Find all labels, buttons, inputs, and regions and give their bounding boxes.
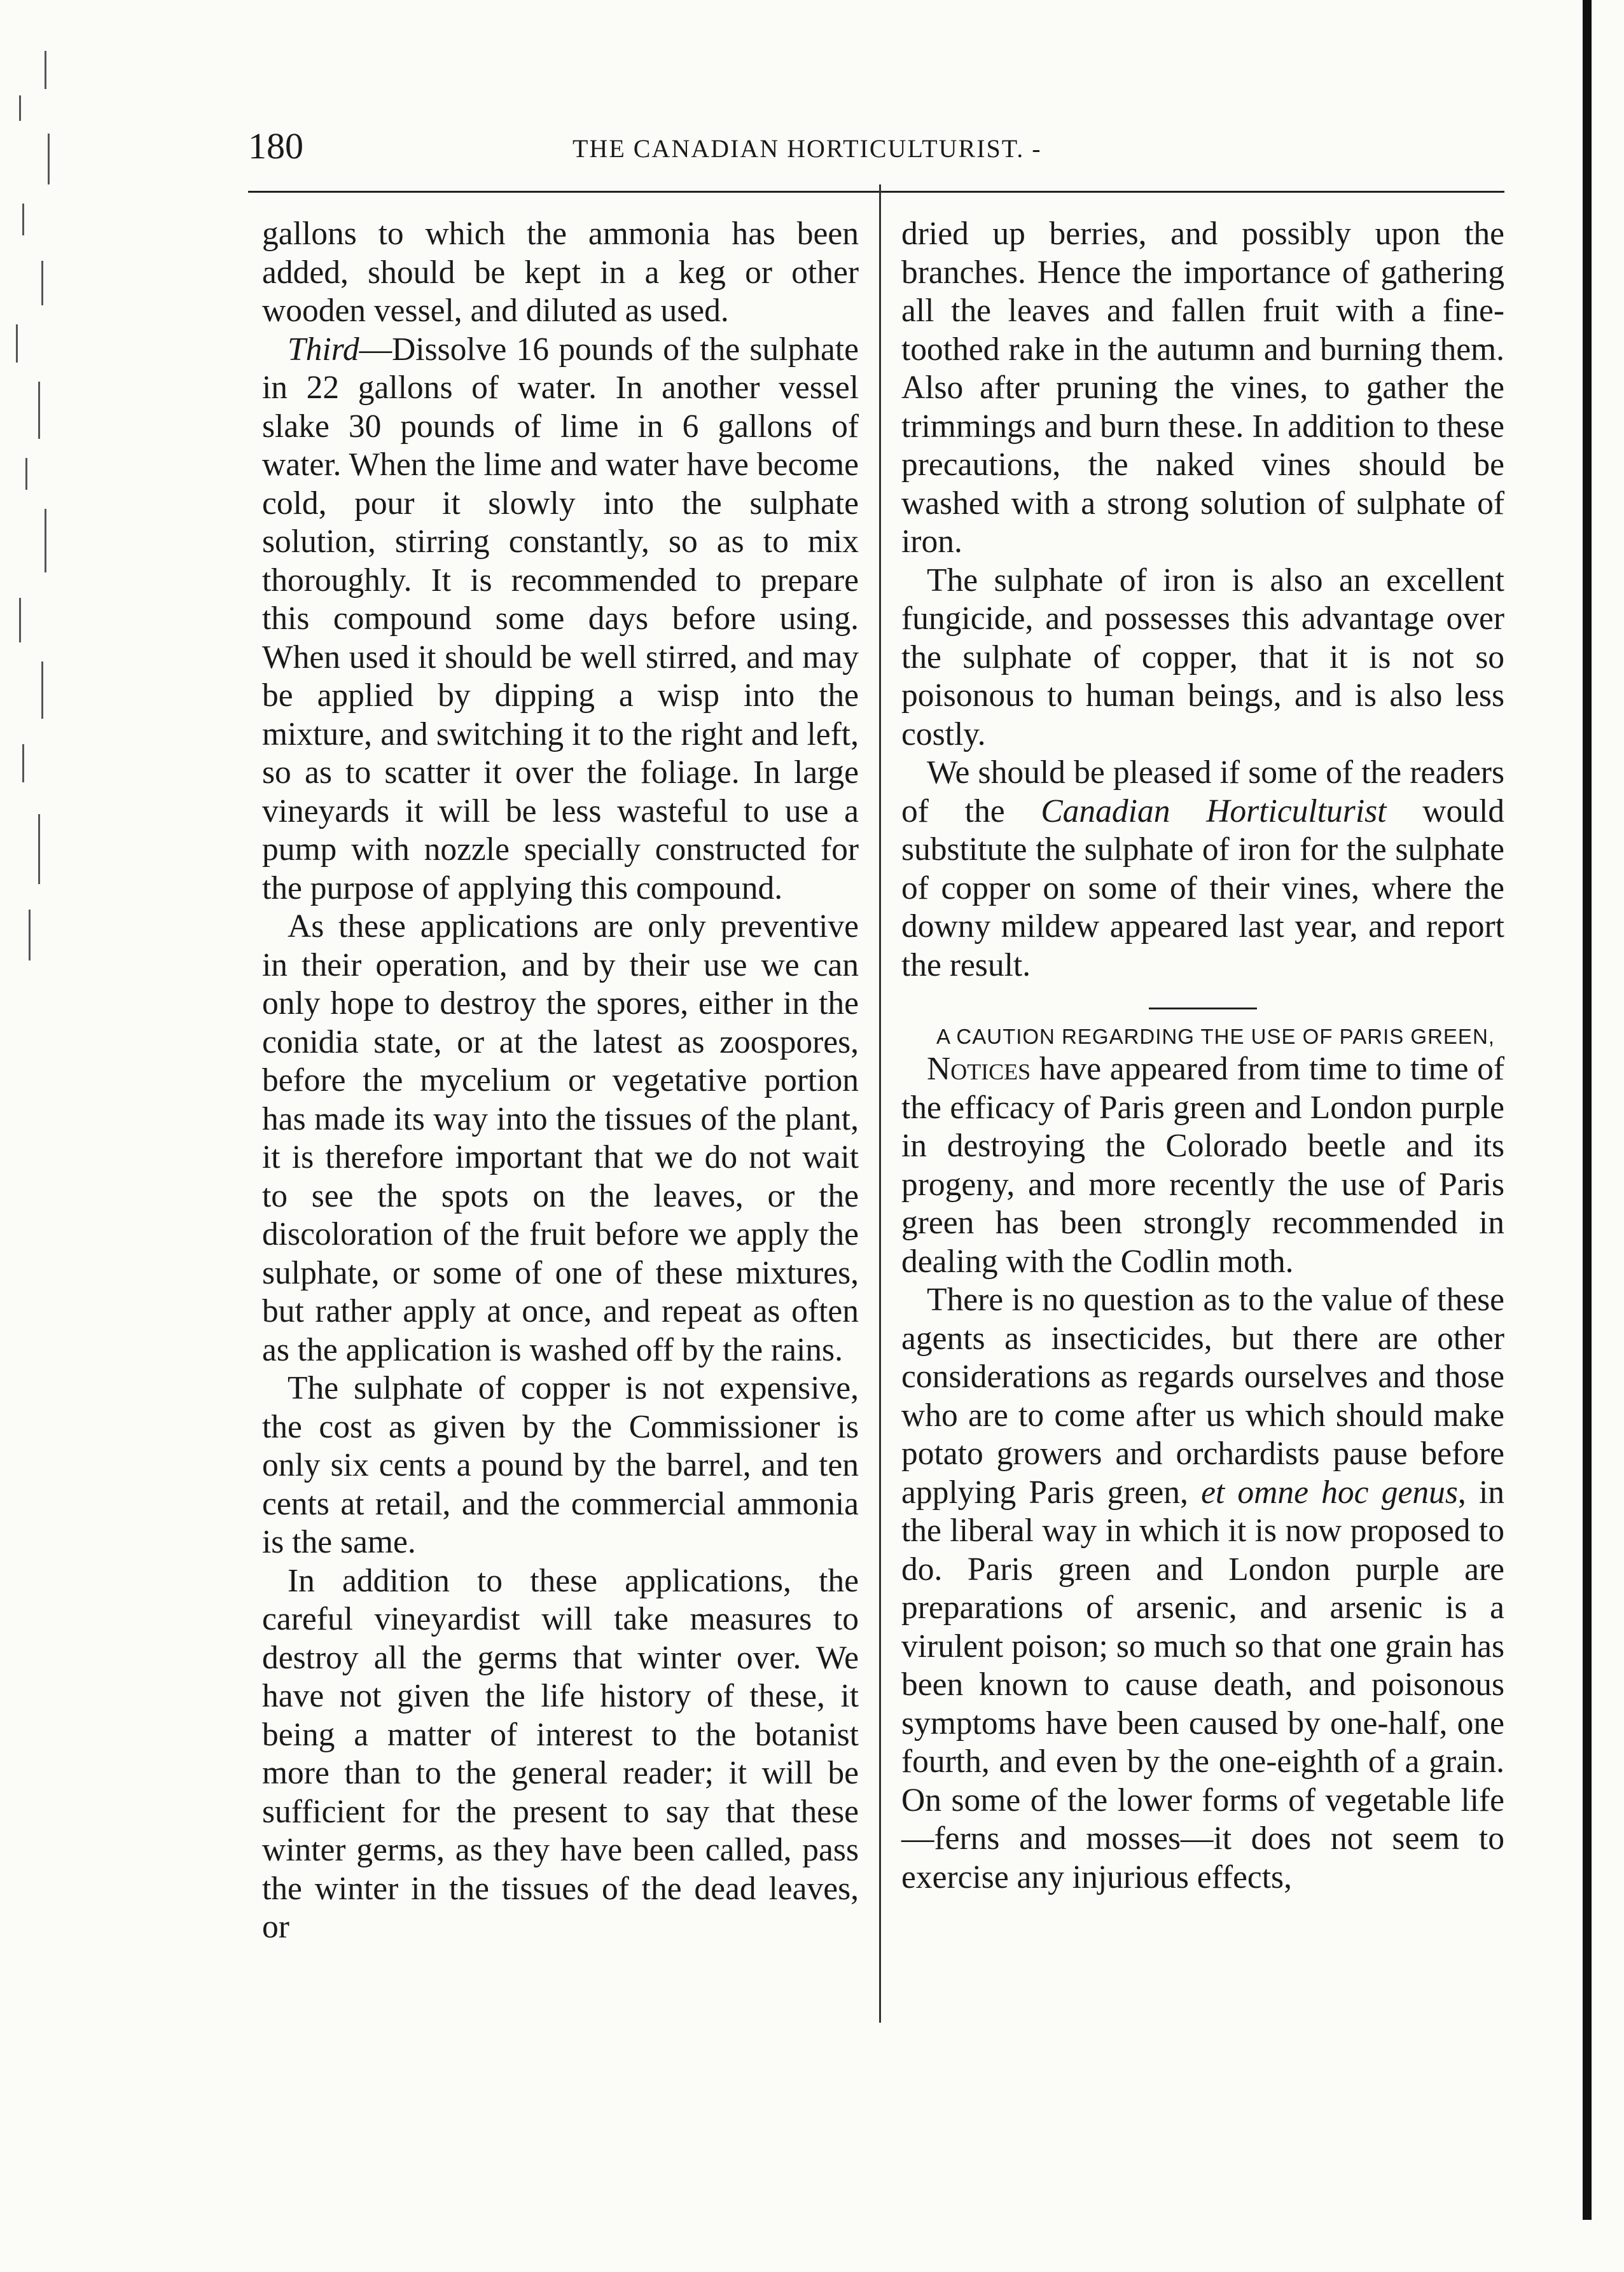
right-column bbox=[901, 215, 1504, 1897]
left-column bbox=[262, 215, 859, 1947]
section-heading: A CAUTION REGARDING THE USE OF PARIS GREEN, bbox=[936, 1025, 1495, 1048]
paragraph-text: have appeared from time to time of the efficacy of Paris green and London purple in destroying the Colorado beetle and its progeny, and more recently the use of Paris green has been strongly recommended in dealing with the Codlin moth. bbox=[901, 1051, 1504, 1280]
paragraph bbox=[901, 1281, 1504, 1897]
page-edge-shadow bbox=[1583, 0, 1592, 2220]
binding-margin-marks bbox=[6, 51, 57, 1005]
section-separator bbox=[1149, 1008, 1257, 1009]
paragraph-third bbox=[262, 331, 859, 908]
smallcaps-lead: Notices bbox=[927, 1051, 1031, 1087]
paragraph bbox=[901, 754, 1504, 985]
paragraph: dried up berries, and possibly upon the branches. Hence the importance of gathering all the leaves and fallen fruit with a fine-toothed rake in the autumn and burning them. Also after pruning the vines, to gather the trimmings and burn these. In addition to these precautions, the naked vines should be washed with a strong solution of sulphate of iron. bbox=[901, 216, 1504, 560]
paragraph: As these applications are only preventive in their operation, and by their use we can only hope to destroy the spores, either in the conidia state, or at the latest as zoospores, before the mycelium or vegetative portion has made its way into the tissues of the plant, it is therefore important that we do not wait to see the spots on the leaves, or the discoloration of the fruit before we apply the sulphate, or some of one of these mixtures, but rather apply at once, and repeat as often as the application is washed off by the rains. bbox=[262, 908, 859, 1368]
paragraph: The sulphate of copper is not expensive, the cost as given by the Commissioner is only six cents a pound by the barrel, and ten cents at retail, and the commercial ammonia is the same. bbox=[262, 1370, 859, 1560]
paragraph-text: , in the liberal way in which it is now proposed to do. Paris green and London purple are preparations of arsenic, and arsenic is a virulent poison; so much so that one grain has been known to cause death, and poisonous symptoms have been caused by one-half, one fourth, and even by the one-eighth of a grain. On some of the lower forms of vegetable life—ferns and mosses—it does not seem to exercise any injurious effects, bbox=[901, 1474, 1505, 1895]
paragraph bbox=[901, 1050, 1504, 1281]
page-header bbox=[248, 125, 1495, 169]
paragraph: In addition to these applications, the careful vineyardist will take measures to destroy all the germs that winter over. We have not given the life history of these, it being a matter of interest to the botanist more than to the general reader; it will be sufficient for the present to say that these winter germs, as they have been called, pass the winter in the tissues of the dead leaves, or bbox=[262, 1562, 859, 1945]
page-number: 180 bbox=[248, 125, 303, 167]
italic-latin: et omne hoc genus bbox=[1201, 1474, 1458, 1511]
paragraph: gallons to which the ammonia has been added, should be kept in a keg or other wooden vessel, and diluted as used. bbox=[262, 216, 859, 329]
paragraph-text: —Dissolve 16 pounds of the sulphate in 22 gallons of water. In another vessel slake 30 pounds of lime in 6 gallons of water. When the lime and water have become cold, pour it slowly into the sulphate solution, stirring constantly, so as to mix thoroughly. It is recommended to prepare this compound some days before using. When used it should be well stirred, and may be applied by dipping a wisp into the mixture, and switching it to the right and left, so as to scatter it over the foliage. In large vineyards it will be less wasteful to use a pump with nozzle specially constructed for the purpose of applying this compound. bbox=[262, 331, 859, 906]
italic-title: Canadian Horticulturist bbox=[1041, 793, 1387, 829]
paragraph-text: There is no question as to the value of these agents as insecticides, but there are other considerations as regards ourselves and those who are to come after us which should make potato growers and orchardists pause before applying Paris green, bbox=[901, 1282, 1504, 1511]
header-rule bbox=[248, 191, 1504, 193]
paragraph: The sulphate of iron is also an excellent fungicide, and possesses this advantage over the sulphate of copper, that it is not so poisonous to human beings, and is also less costly. bbox=[901, 562, 1504, 752]
running-title: THE CANADIAN HORTICULTURIST. - bbox=[573, 134, 1042, 163]
paragraph-text: We should be pleased if some of the readers of the bbox=[901, 754, 1504, 829]
paragraph-text: would substitute the sulphate of iron for the sulphate of copper on some of their vines, where the downy mildew appeared last year, and report the result. bbox=[901, 793, 1504, 983]
italic-lead: Third bbox=[288, 331, 359, 368]
column-divider bbox=[879, 184, 881, 2023]
